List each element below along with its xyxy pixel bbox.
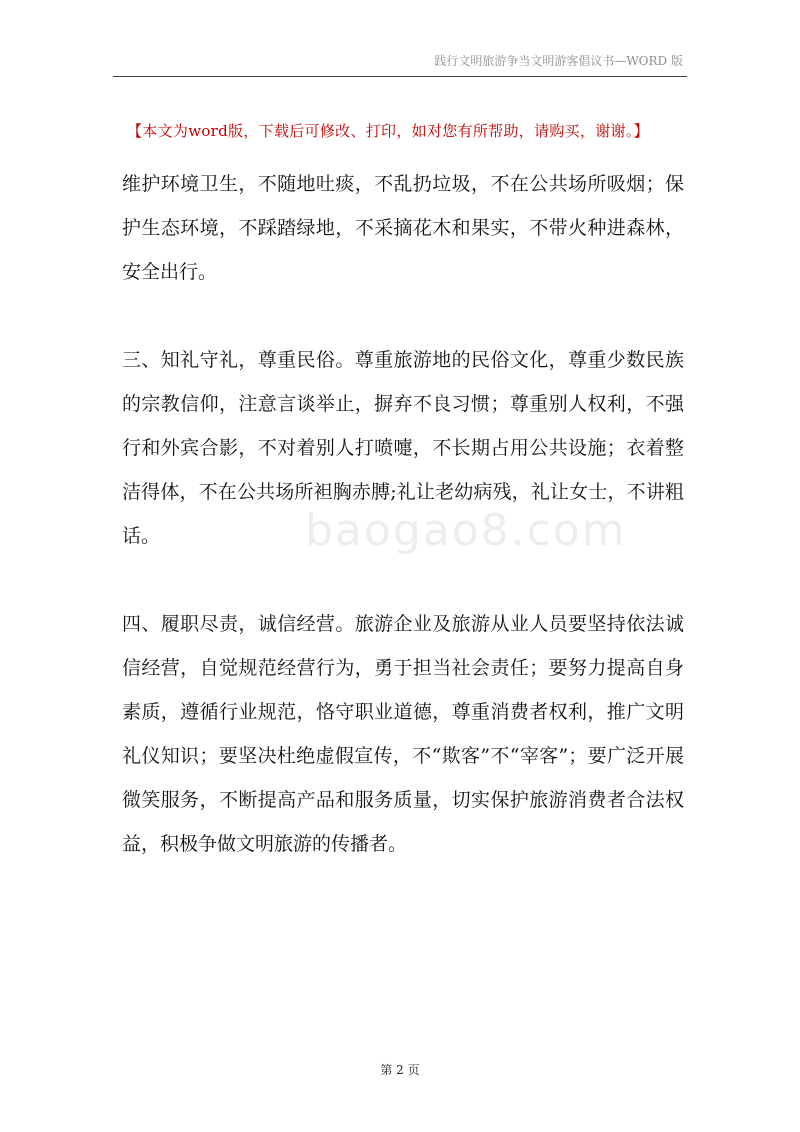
paragraph-integrity: 四、履职尽责，诚信经营。旅游企业及旅游从业人员要坚持依法诚信经营，自觉规范经营行为，勇于担当社会责任；要努力提高自身素质，遵循行业规范，恪守职业道德，尊重消费者权利，推广文明礼仪知识；要坚决杜绝虚假宣传，不“欺客”不“宰客”；要广泛开展微笑服务，不断提高产品和服务质量，切实保护旅游消费者合法权益，积极争做文明旅游的传播者。 [122,613,684,855]
paragraph-courtesy: 三、知礼守礼，尊重民俗。尊重旅游地的民俗文化，尊重少数民族的宗教信仰，注意言谈举止，摒弃不良习惯；尊重别人权利，不强行和外宾合影，不对着别人打喷嚏，不长期占用公共设施；衣着整洁得体，不在公共场所袒胸赤膊;礼让老幼病残，礼让女士，不讲粗话。 [122,349,684,547]
running-title: 践行文明旅游争当文明游客倡议书—WORD 版 [434,54,683,68]
page-number: 第 2 页 [380,1063,420,1077]
paragraph-spacer [122,294,684,338]
paragraph-environment: 维护环境卫生，不随地吐痰，不乱扔垃圾，不在公共场所吸烟；保护生态环境，不踩踏绿地，不采摘花木和果实，不带火种进森林，安全出行。 [122,173,684,283]
download-notice: 【本文为word版，下载后可修改、打印，如对您有所帮助，请购买，谢谢。】 [127,122,649,140]
page-header [113,0,687,77]
paragraph-spacer [122,558,684,602]
watermark: baogao8.com [305,505,627,556]
document-body [122,162,684,866]
